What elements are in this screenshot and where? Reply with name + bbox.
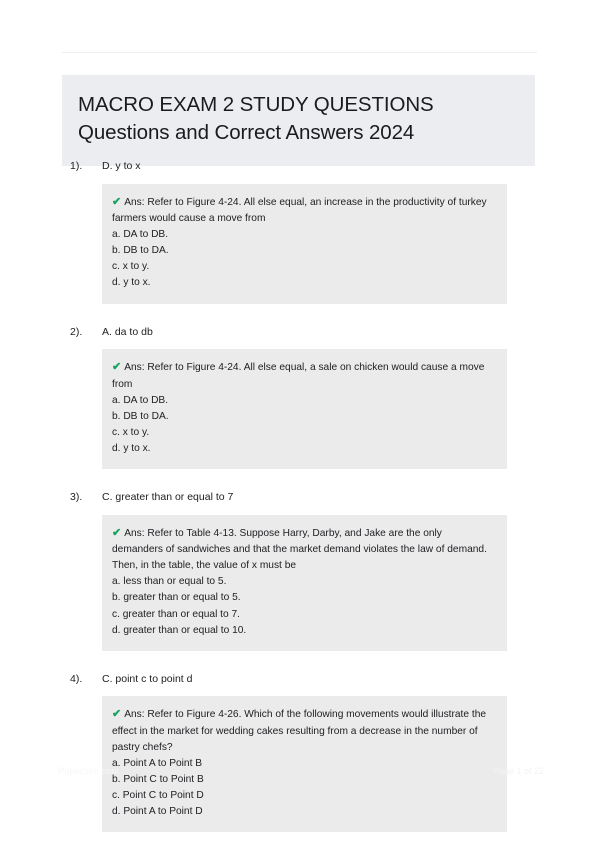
watermark-label: PaperStic.com <box>58 766 120 776</box>
question-number: 1). <box>70 160 83 172</box>
checkmark-icon: ✔ <box>112 526 122 539</box>
answer-explanation-text: Ans: Refer to Figure 4-26. Which of the following movements would illustrate the effect in the market for wedding cakes resulting from a decrease in the number of pastry chefs? <box>112 709 487 753</box>
checkmark-icon: ✔ <box>112 195 122 208</box>
answer-explanation-text: Ans: Refer to Figure 4-24. All else equal, a sale on chicken would cause a move from <box>112 362 485 390</box>
answer-option: b. greater than or equal to 5. <box>112 592 241 604</box>
answer-box <box>102 349 507 469</box>
answer-option: c. x to y. <box>112 426 150 438</box>
answer-explanation-text: Ans: Refer to Table 4-13. Suppose Harry, Darby, and Jake are the only demanders of sandwiches and that the market demand violates the law of demand. Then, in the table, the value of x must be <box>112 527 487 572</box>
answer-option: c. Point C to Point D <box>112 790 204 802</box>
answer-option: a. DA to DB. <box>112 229 169 241</box>
document-title-box <box>62 75 535 166</box>
answer-option: d. y to x. <box>112 443 151 455</box>
answer-explanation-text: Ans: Refer to Figure 4-24. All else equal, an increase in the productivity of turkey farmers would cause a move from <box>112 196 487 225</box>
question-answer-heading: C. point c to point d <box>102 672 193 685</box>
answer-explanation <box>112 194 495 227</box>
answer-option: d. y to x. <box>112 277 151 289</box>
question-block <box>0 160 606 304</box>
answer-option: d. Point A to Point D <box>112 806 203 818</box>
answer-box <box>102 696 507 832</box>
answer-explanation <box>112 525 495 575</box>
question-answer-heading: C. greater than or equal to 7 <box>102 491 234 504</box>
page-number-label: Page 1 of 22 <box>492 766 544 776</box>
page-footer <box>0 766 606 786</box>
answer-option: c. x to y. <box>112 261 150 273</box>
answer-explanation <box>112 359 495 392</box>
header-divider <box>62 52 537 53</box>
question-number: 2). <box>70 325 83 338</box>
question-number: 4). <box>70 672 83 685</box>
question-block <box>0 491 606 651</box>
answer-option: c. greater than or equal to 7. <box>112 608 240 620</box>
questions-list <box>0 160 606 854</box>
answer-box <box>102 184 507 304</box>
answer-option: b. DB to DA. <box>112 410 169 422</box>
question-block <box>0 326 606 470</box>
question-number: 3). <box>70 491 83 504</box>
answer-box <box>102 515 507 651</box>
question-answer-heading: D. y to x <box>102 160 141 172</box>
question-block <box>0 673 606 833</box>
question-answer-heading: A. da to db <box>102 325 153 338</box>
answer-option: b. DB to DA. <box>112 245 169 257</box>
answer-option: a. less than or equal to 5. <box>112 576 227 588</box>
answer-option: a. DA to DB. <box>112 394 169 406</box>
answer-option: a. Point A to Point B <box>112 758 203 770</box>
checkmark-icon: ✔ <box>112 361 122 374</box>
answer-explanation <box>112 706 495 756</box>
answer-option: d. greater than or equal to 10. <box>112 624 247 636</box>
page-title: MACRO EXAM 2 STUDY QUESTIONS Questions and Correct Answers 2024 <box>78 93 434 145</box>
answer-option: b. Point C to Point B <box>112 774 204 786</box>
checkmark-icon: ✔ <box>112 708 122 721</box>
